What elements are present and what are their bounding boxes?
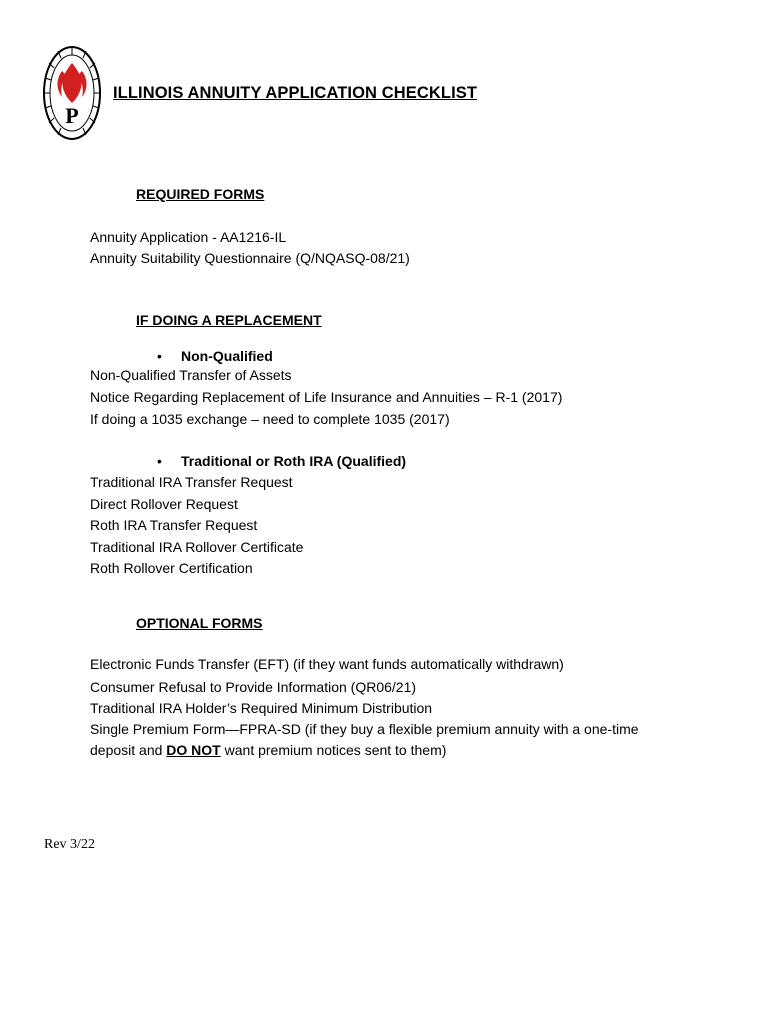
company-logo [42, 45, 102, 141]
list-item: Traditional IRA Rollover Certificate [90, 539, 304, 555]
list-item: Electronic Funds Transfer (EFT) (if they want funds automatically withdrawn) [90, 656, 564, 672]
list-item: Roth IRA Transfer Request [90, 517, 258, 533]
revision-label: Rev 3/22 [44, 837, 95, 852]
list-item: Roth Rollover Certification [90, 560, 253, 576]
list-item: Annuity Suitability Questionnaire (Q/NQASQ-08/21) [90, 250, 410, 266]
bullet-icon: • [157, 348, 162, 364]
optional-forms-heading: OPTIONAL FORMS [136, 615, 263, 631]
replacement-heading: IF DOING A REPLACEMENT [136, 312, 322, 328]
list-item: Annuity Application - AA1216-IL [90, 229, 287, 245]
list-item: Direct Rollover Request [90, 496, 238, 512]
list-item: Notice Regarding Replacement of Life Insurance and Annuities – R-1 (2017) [90, 389, 563, 405]
bullet-icon: • [157, 453, 162, 469]
list-item: Single Premium Form—FPRA-SD (if they buy a flexible premium annuity with a one-time [90, 721, 639, 737]
qualified-label: Traditional or Roth IRA (Qualified) [181, 453, 407, 469]
list-item: Non-Qualified Transfer of Assets [90, 367, 292, 383]
list-item: Consumer Refusal to Provide Information (QR06/21) [90, 679, 417, 695]
logo-letter: P [65, 103, 79, 128]
do-not-emphasis: DO NOT [166, 742, 221, 758]
flame-monogram-logo-icon [42, 45, 102, 141]
continuation-prefix: deposit and [90, 742, 167, 758]
continuation-suffix: want premium notices sent to them) [220, 742, 447, 758]
list-item: Traditional IRA Transfer Request [90, 474, 293, 490]
list-item: If doing a 1035 exchange – need to complete 1035 (2017) [90, 411, 450, 427]
page-title: ILLINOIS ANNUITY APPLICATION CHECKLIST [113, 84, 478, 102]
list-item-continuation [90, 742, 446, 758]
required-forms-heading: REQUIRED FORMS [136, 186, 265, 202]
non-qualified-label: Non-Qualified [181, 348, 273, 364]
list-item: Traditional IRA Holder’s Required Minimum Distribution [90, 700, 433, 716]
